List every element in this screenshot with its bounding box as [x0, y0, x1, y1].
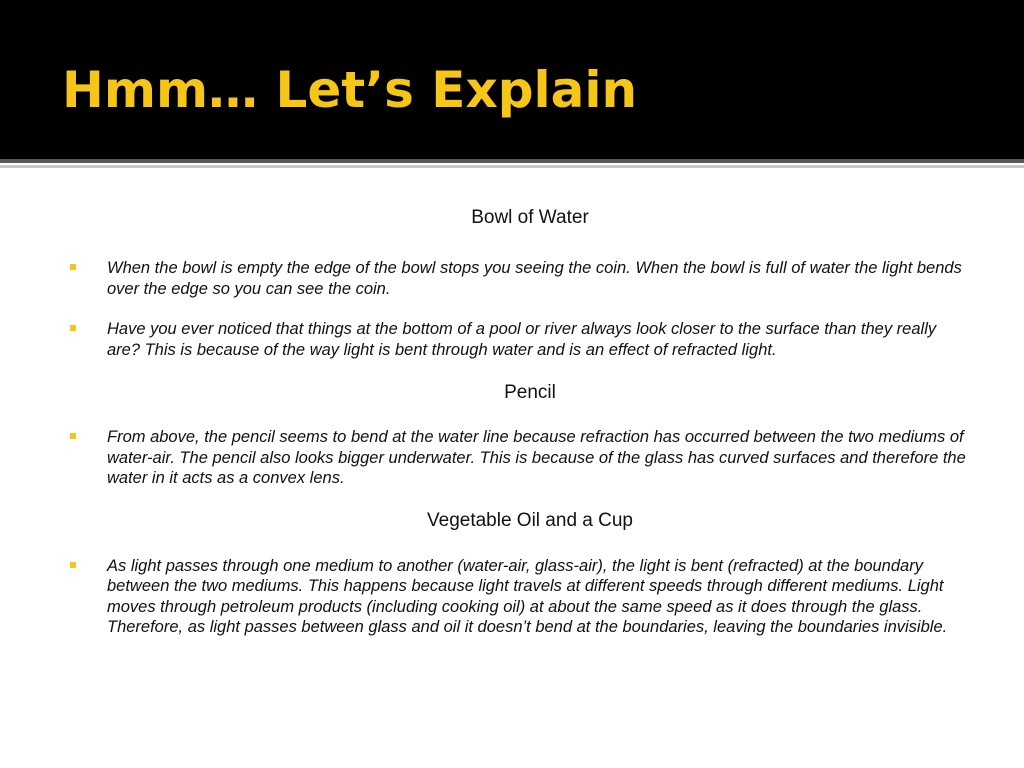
bullet-square-icon [70, 325, 76, 331]
bullet-item [70, 319, 970, 360]
section-heading-vegetable-oil: Vegetable Oil and a Cup [427, 509, 633, 531]
bullet-square-icon [70, 433, 76, 439]
bullet-text: Have you ever noticed that things at the bottom of a pool or river always look closer to the surface than they really are? This is because of the way light is bent through water and is an effect of refracted light. [107, 320, 937, 359]
title-bar [0, 0, 1024, 159]
bullet-item [70, 556, 970, 638]
bullet-text: When the bowl is empty the edge of the bowl stops you seeing the coin. When the bowl is full of water the light bends over the edge so you can see the coin. [107, 259, 962, 298]
bullet-text: As light passes through one medium to another (water-air, glass-air), the light is bent (refracted) at the boundary between the two mediums. This happens because light travels at different speeds through different mediums. Light moves through petroleum products (including cooking oil) at about the same speed as it does through the glass. Therefore, as light passes between glass and oil it doesn’t bend at the boundaries, leaving the boundaries invisible. [107, 556, 948, 636]
bullet-square-icon [70, 264, 76, 270]
bullet-text: From above, the pencil seems to bend at the water line because refraction has occurred between the two mediums of water-air. The pencil also looks bigger underwater. This is because of the glass has curved surfaces and therefore the water in it acts as a convex lens. [107, 428, 966, 487]
slide-title: Hmm… Let’s Explain [62, 61, 638, 119]
title-divider-light [0, 165, 1024, 168]
title-divider [0, 159, 1024, 163]
bullet-item [70, 258, 970, 299]
slide-content [70, 202, 970, 638]
section-heading-bowl-of-water: Bowl of Water [471, 207, 589, 228]
section-heading-pencil: Pencil [504, 382, 556, 403]
bullet-square-icon [70, 562, 76, 568]
bullet-item [70, 427, 970, 489]
